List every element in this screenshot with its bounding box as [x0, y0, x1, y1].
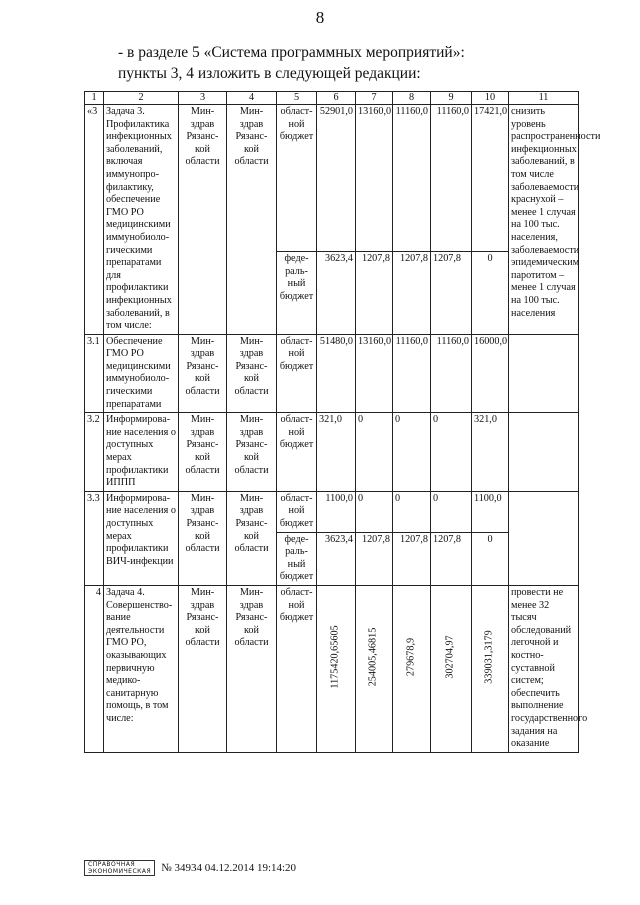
amount-year: 321,0 [472, 413, 509, 492]
row-number: 3.3 [85, 491, 104, 585]
amount-year: 1100,0 [472, 491, 509, 532]
amount-total: 52901,0 [317, 105, 356, 252]
amount-year: 0 [431, 491, 472, 532]
stamp-line: ЭКОНОМИЧЕСКАЯ [88, 868, 152, 875]
funding-source: феде- раль- ный бюджет [277, 532, 317, 585]
amount-year: 0 [393, 491, 431, 532]
executor-cell: Мин- здрав Рязанс- кой области [179, 413, 227, 492]
amount-year [356, 585, 393, 752]
amount-total: 3623,4 [317, 532, 356, 585]
amount-total: 51480,0 [317, 334, 356, 413]
amount-year [472, 585, 509, 752]
amount-total: 1100,0 [317, 491, 356, 532]
amount-year: 16000,0 [472, 334, 509, 413]
amount-year: 11160,0 [431, 334, 472, 413]
rotated-amount: 254005,46815 [367, 627, 379, 687]
task-description: Задача 3. Профилактика инфекционных заболеваний, включая иммунопрофилактику, обеспечение ГМО РО медицинскими иммунобиологическими препаратами для профилактики инфекционных заболеваний, в том числе: [104, 105, 179, 335]
amount-year: 1207,8 [356, 532, 393, 585]
amount-year: 17421,0 [472, 105, 509, 252]
amount-year: 11160,0 [431, 105, 472, 252]
amount-year: 1207,8 [356, 252, 393, 334]
row-number: «3 [85, 105, 104, 335]
header-cell: 4 [227, 92, 277, 105]
table-row [85, 491, 579, 532]
row-number: 3.1 [85, 334, 104, 413]
funding-source: област- ной бюджет [277, 334, 317, 413]
funding-source: област- ной бюджет [277, 413, 317, 492]
table-row [85, 413, 579, 492]
amount-total: 321,0 [317, 413, 356, 492]
footer [84, 860, 296, 876]
header-cell: 3 [179, 92, 227, 105]
intro-line-2: пункты 3, 4 изложить в следующей редакции: [118, 65, 421, 82]
document-reference: № 34934 04.12.2014 19:14:20 [161, 862, 297, 874]
intro-text [118, 42, 578, 84]
amount-year: 0 [393, 413, 431, 492]
table-header-row [85, 92, 579, 105]
amount-year: 0 [472, 252, 509, 334]
registry-stamp [84, 860, 155, 876]
amount-year: 11160,0 [393, 334, 431, 413]
expected-result [509, 413, 579, 492]
expected-result [509, 334, 579, 413]
amount-total: 3623,4 [317, 252, 356, 334]
amount-year: 0 [431, 413, 472, 492]
amount-year: 1207,8 [431, 532, 472, 585]
intro-line-1: - в разделе 5 «Система программных мероприятий»: [118, 44, 465, 61]
amount-year: 13160,0 [356, 105, 393, 252]
amount-year: 0 [356, 413, 393, 492]
amount-year: 1207,8 [431, 252, 472, 334]
header-cell: 6 [317, 92, 356, 105]
header-cell: 7 [356, 92, 393, 105]
page-number: 8 [315, 8, 325, 27]
funding-source: област- ной бюджет [277, 105, 317, 252]
amount-total [317, 585, 356, 752]
program-table [84, 91, 601, 753]
task-description: Задача 4. Совершенствование деятельности ГМО РО, оказывающих первичную медико-санитарную помощь, в том числе: [104, 585, 179, 752]
amount-year: 1207,8 [393, 532, 431, 585]
header-cell: 5 [277, 92, 317, 105]
expected-result: снизить уровень распространенности инфекционных заболеваний, в том числе заболеваемости краснухой – менее 1 случая на 100 тыс. населения, заболеваемости эпидемическим паротитом – менее 1 случая на 100 тыс. населения [509, 105, 579, 335]
rotated-amount: 302704,97 [444, 635, 456, 679]
amount-year: 1207,8 [393, 252, 431, 334]
table-row [85, 585, 579, 752]
header-cell: 1 [85, 92, 104, 105]
funding-source: област- ной бюджет [277, 585, 317, 752]
table-row [85, 105, 579, 252]
amount-year: 0 [356, 491, 393, 532]
amount-year: 13160,0 [356, 334, 393, 413]
stamp-line: СПРАВОЧНАЯ [88, 861, 136, 868]
executor-cell: Мин- здрав Рязанс- кой области [179, 334, 227, 413]
executor-cell: Мин- здрав Рязанс- кой области [179, 105, 227, 335]
table-row [85, 334, 579, 413]
task-description: Информирование населения о доступных мерах профилактики ВИЧ-инфекции [104, 491, 179, 585]
task-description: Информирование населения о доступных мерах профилактики ИППП [104, 413, 179, 492]
executor-cell: Мин- здрав Рязанс- кой области [179, 585, 227, 752]
expected-result [509, 491, 579, 585]
amount-year: 11160,0 [393, 105, 431, 252]
header-cell: 2 [104, 92, 179, 105]
expected-result: провести не менее 32 тысяч обследований легочной и костно-суставной систем; обеспечить выполнение государственного задания на оказание [509, 585, 579, 752]
executor-cell: Мин- здрав Рязанс- кой области [179, 491, 227, 585]
coexecutor-cell: Мин- здрав Рязанс- кой области [227, 585, 277, 752]
rotated-amount: 279678,9 [405, 637, 417, 677]
rotated-amount: 1175420,65605 [329, 625, 341, 689]
header-cell: 10 [472, 92, 509, 105]
funding-source: област- ной бюджет [277, 491, 317, 532]
row-number: 4 [85, 585, 104, 752]
amount-year: 0 [472, 532, 509, 585]
rotated-amount: 339031,3179 [483, 630, 495, 684]
header-cell: 8 [393, 92, 431, 105]
coexecutor-cell: Мин- здрав Рязанс- кой области [227, 491, 277, 585]
amount-year [393, 585, 431, 752]
coexecutor-cell: Мин- здрав Рязанс- кой области [227, 413, 277, 492]
funding-source: феде- раль- ный бюджет [277, 252, 317, 334]
row-number: 3.2 [85, 413, 104, 492]
header-cell: 11 [509, 92, 579, 105]
header-cell: 9 [431, 92, 472, 105]
coexecutor-cell: Мин- здрав Рязанс- кой области [227, 334, 277, 413]
task-description: Обеспечение ГМО РО медицинскими иммунобиологическими препаратами [104, 334, 179, 413]
amount-year [431, 585, 472, 752]
coexecutor-cell: Мин- здрав Рязанс- кой области [227, 105, 277, 335]
